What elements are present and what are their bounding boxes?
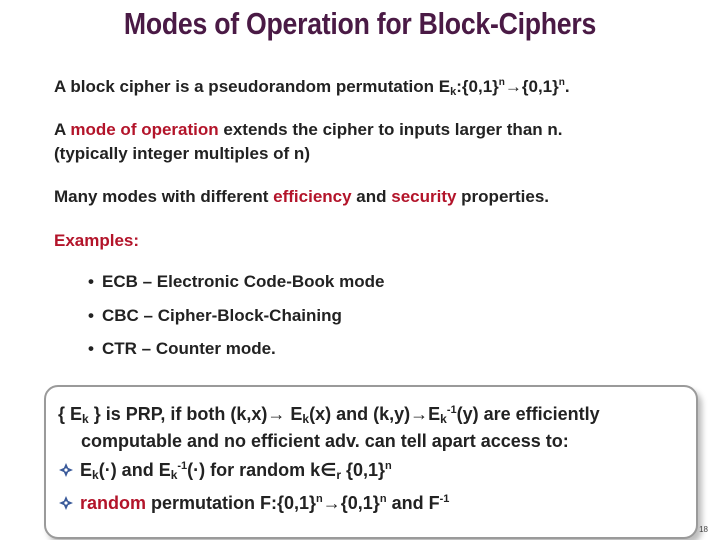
arrow-icon: → <box>267 404 286 424</box>
properties-line <box>54 187 549 207</box>
mode-suffix: extends the cipher to inputs larger than n. <box>218 120 563 139</box>
prp-text: E <box>285 404 303 424</box>
arrow-icon: → <box>504 77 522 96</box>
examples-label: Examples: <box>54 231 140 250</box>
prp-text: { E <box>58 404 83 424</box>
superscript-inverse: -1 <box>446 404 457 416</box>
subscript-k: k <box>92 468 99 482</box>
properties-prefix: Many modes with different <box>54 187 274 206</box>
domain-text: :{0,1} <box>456 77 499 96</box>
prp-text: E <box>80 460 93 480</box>
definition-text: A block cipher is a pseudorandom permutation E <box>54 77 451 96</box>
diamond-bullet-icon <box>58 462 74 478</box>
prp-line-2: computable and no efficient adv. can tell apart access to: <box>81 431 569 451</box>
prp-line-4 <box>58 493 449 514</box>
efficiency-highlight: efficiency <box>273 187 352 206</box>
prp-text: {0,1} <box>340 460 386 480</box>
prp-line-3 <box>58 460 392 481</box>
definition-line <box>54 77 570 97</box>
prp-text: (y) are efficiently <box>456 404 600 424</box>
diamond-bullet-icon <box>58 495 74 511</box>
properties-mid: and <box>351 187 392 206</box>
superscript-n: n <box>558 77 565 88</box>
list-item <box>88 272 384 292</box>
properties-suffix: properties. <box>456 187 550 206</box>
multiples-line: (typically integer multiples of n) <box>54 144 310 163</box>
prp-text: {0,1} <box>340 493 380 513</box>
bullet-cbc: CBC – Cipher-Block-Chaining <box>102 306 342 325</box>
superscript-inverse: -1 <box>439 493 450 505</box>
arrow-icon: → <box>410 404 429 424</box>
prp-text: (·) and E <box>98 460 171 480</box>
bullet-icon: • <box>88 339 94 358</box>
element-of-symbol: ∈ <box>320 460 337 480</box>
bullet-ctr: CTR – Counter mode. <box>102 339 276 358</box>
prp-text: (·) for random k <box>187 460 321 480</box>
subscript-k: k <box>440 412 447 426</box>
list-item <box>88 339 276 359</box>
mode-prefix: A <box>54 120 71 139</box>
arrow-icon: → <box>322 493 341 513</box>
subscript-r: r <box>336 468 341 482</box>
period: . <box>564 77 570 96</box>
list-item <box>88 306 342 326</box>
prp-text: E <box>428 404 441 424</box>
subscript-k: k <box>82 412 89 426</box>
subscript-k: k <box>450 86 457 98</box>
superscript-n: n <box>498 77 505 88</box>
bullet-ecb: ECB – Electronic Code-Book mode <box>102 272 385 291</box>
slide-title: Modes of Operation for Block-Ciphers <box>123 6 597 41</box>
prp-text: permutation F:{0,1} <box>146 493 317 513</box>
subscript-k: k <box>170 468 178 482</box>
mode-line <box>54 120 562 140</box>
range-text: {0,1} <box>521 77 559 96</box>
mode-of-operation-highlight: mode of operation <box>70 120 219 139</box>
superscript-inverse: -1 <box>177 460 188 472</box>
superscript-n: n <box>379 493 387 505</box>
page-number: 18 <box>699 525 708 534</box>
prp-text: } is PRP, if both (k,x) <box>88 404 268 424</box>
security-highlight: security <box>391 187 457 206</box>
random-highlight: random <box>80 493 147 513</box>
subscript-k: k <box>302 412 310 426</box>
superscript-n: n <box>316 493 323 505</box>
prp-text: and F <box>386 493 440 513</box>
bullet-icon: • <box>88 306 94 325</box>
superscript-n: n <box>385 460 392 472</box>
prp-text: (x) and (k,y) <box>309 404 411 424</box>
prp-line-1 <box>58 404 600 425</box>
bullet-icon: • <box>88 272 94 291</box>
